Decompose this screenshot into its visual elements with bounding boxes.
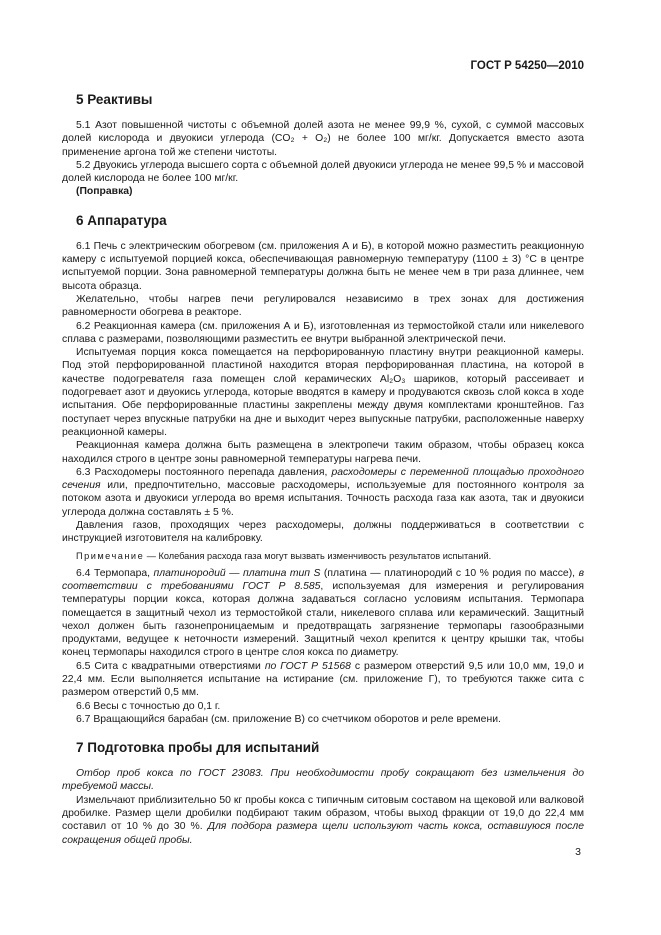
section-5-title: 5 Реактивы [76, 92, 153, 107]
paragraph-5-2: 5.2 Двуокись углерода высшего сорта с объемной долей двуокиси углерода не менее 99,5 % и массовой долей кислорода не более 100 мг/кг. [62, 159, 584, 185]
text-span: Измельчают приблизительно 50 кг пробы кокса с типичным ситовым составом на щековой или валковой дробилке. Размер щели дробилки подбирают таким образом, чтобы выход фракции от 19,0 до 22,4 мм составил от 10 % до 30 %. [62, 794, 584, 833]
section-7-title: 7 Подготовка пробы для испытаний [76, 740, 320, 756]
paragraph-6-1-extra: Желательно, чтобы нагрев печи регулировался независимо в трех зонах для достижения равномерности обогрева в реакторе. [62, 293, 584, 319]
text-span: , используемая для измерения и регулирования температуры порции кокса, которая должна задаваться согласно условиям испытания. Термопара помещается в защитный чехол из термостойкой стали, никелевого сплава или керамический. Защитный чехол должен быть газонепроницаемым и предотвращать загрязнение термопары газообразными продуктами, ведущее к неточности измерений. Защитный чехол крепится к центру крышки так, чтобы конец термопары находился строго в центре слоя кокса по диаметру. [62, 580, 584, 659]
paragraph-6-7: 6.7 Вращающийся барабан (см. приложение В) со счетчиком оборотов и реле времени. [76, 713, 501, 725]
text-span: (платина — платинородий с 10 % родия по массе), [320, 567, 579, 579]
italic-span: Для подбора размера щели используют часть кокса, оставшуюся после сокращения общей пробы. [62, 821, 585, 846]
paragraph-5-1: 5.1 Азот повышенной чистоты с объемной долей азота не менее 99,9 %, сухой, с суммой массовых долей кислорода и двуокиси углерода (CO₂ + O₂) не более 100 мг/кг. Допускается вместо азота применение аргона той же степени чистоты. [62, 120, 584, 158]
text-span: 6.3 Расходомеры постоянного перепада давления, [76, 466, 332, 478]
document-body [62, 92, 584, 847]
italic-span: расходомеры с переменной площадью проходного сечения [62, 466, 584, 492]
paragraph-6-3-extra: Давления газов, проходящих через расходомеры, должны поддерживаться в соответствии с инструкцией изготовителя на калибровку. [62, 520, 584, 545]
paragraph-6-6: 6.6 Весы с точностью до 0,1 г. [76, 700, 221, 712]
text-span: или, предпочтительно, массовые расходомеры, используемые для постоянного контроля за потоком азота и двуокиси углерода во время испытания. Точность расхода газа как азота, так и двуокиси углерода должна составлять ± 5 %. [62, 480, 584, 518]
italic-span: по ГОСТ Р 51568 [264, 660, 351, 672]
paragraph-6-2-extra: Испытуемая порция кокса помещается на перфорированную пластину внутри реакционной камеры. Под этой перфорированной пластиной находится вторая перфорированная пластина, на которой в качестве подогревателя газа помещен слой керамических Al₂O₃ шариков, который рассеивает и подогревает азот и двуокись углерода, которые вводятся в камеру и продуваются сквозь слой кокса в ходе испытания. Обе перфорированные пластины закреплены между двумя комплектами кронштейнов. Газ поступает через впускные патрубки на дне и выходит через выпускные патрубки, расположенные наверху реакционной камеры. [62, 347, 584, 438]
text-span: 6.5 Сита с квадратными отверстиями [76, 660, 265, 672]
italic-span: платинородий — платина тип S [153, 567, 321, 579]
text-span: 6.4 Термопара, [76, 567, 154, 579]
paragraph-6-2: 6.2 Реакционная камера (см. приложения А и Б), изготовленная из термостойкой стали или никелевого сплава с размерами, позволяющими разместить ее внутри выбранной электрической печи. [62, 320, 584, 345]
paragraph-7-1: Отбор проб кокса по ГОСТ 23083. При необходимости пробу сокращают без измельчения до требуемой массы. [62, 768, 584, 793]
italic-span: в соответствии с требованиями ГОСТ Р 8.585 [62, 567, 584, 592]
amendment-note: (Поправка) [76, 186, 133, 198]
paragraph-7-2 [62, 794, 584, 847]
section-6-title: 6 Аппаратура [76, 212, 167, 228]
document-number: ГОСТ Р 54250—2010 [470, 60, 584, 72]
paragraph-6-5 [62, 660, 584, 700]
paragraph-6-1: 6.1 Печь с электрическим обогревом (см. приложения А и Б), в которой можно разместить реакционную камеру с испытуемой порцией кокса, обеспечивающая равномерную температуру (1100 ± 3) °С в центре испытуемой порции. Зона равномерной температуры должна быть не менее чем в три раза длиннее, чем высота образца. [62, 240, 584, 292]
note-text: — Колебания расхода газа могут вызвать изменчивость результатов испытаний. [144, 550, 492, 561]
text-span: с размером отверстий 9,5 или 10,0 мм, 19,0 и 22,4 мм. Если выполняется испытание на истирание (см. приложение Г), то требуются также сита с размером отверстий 0,5 мм. [62, 660, 584, 699]
note [62, 550, 584, 563]
paragraph-6-2-placement: Реакционная камера должна быть размещена в электропечи таким образом, чтобы образец кокса находился строго в центре зоны равномерной температуры нагрева печи. [62, 440, 584, 465]
note-label: Примечание [76, 550, 145, 561]
paragraph-6-4 [62, 567, 584, 660]
paragraph-6-3 [62, 466, 584, 519]
page-number: 3 [575, 846, 581, 858]
